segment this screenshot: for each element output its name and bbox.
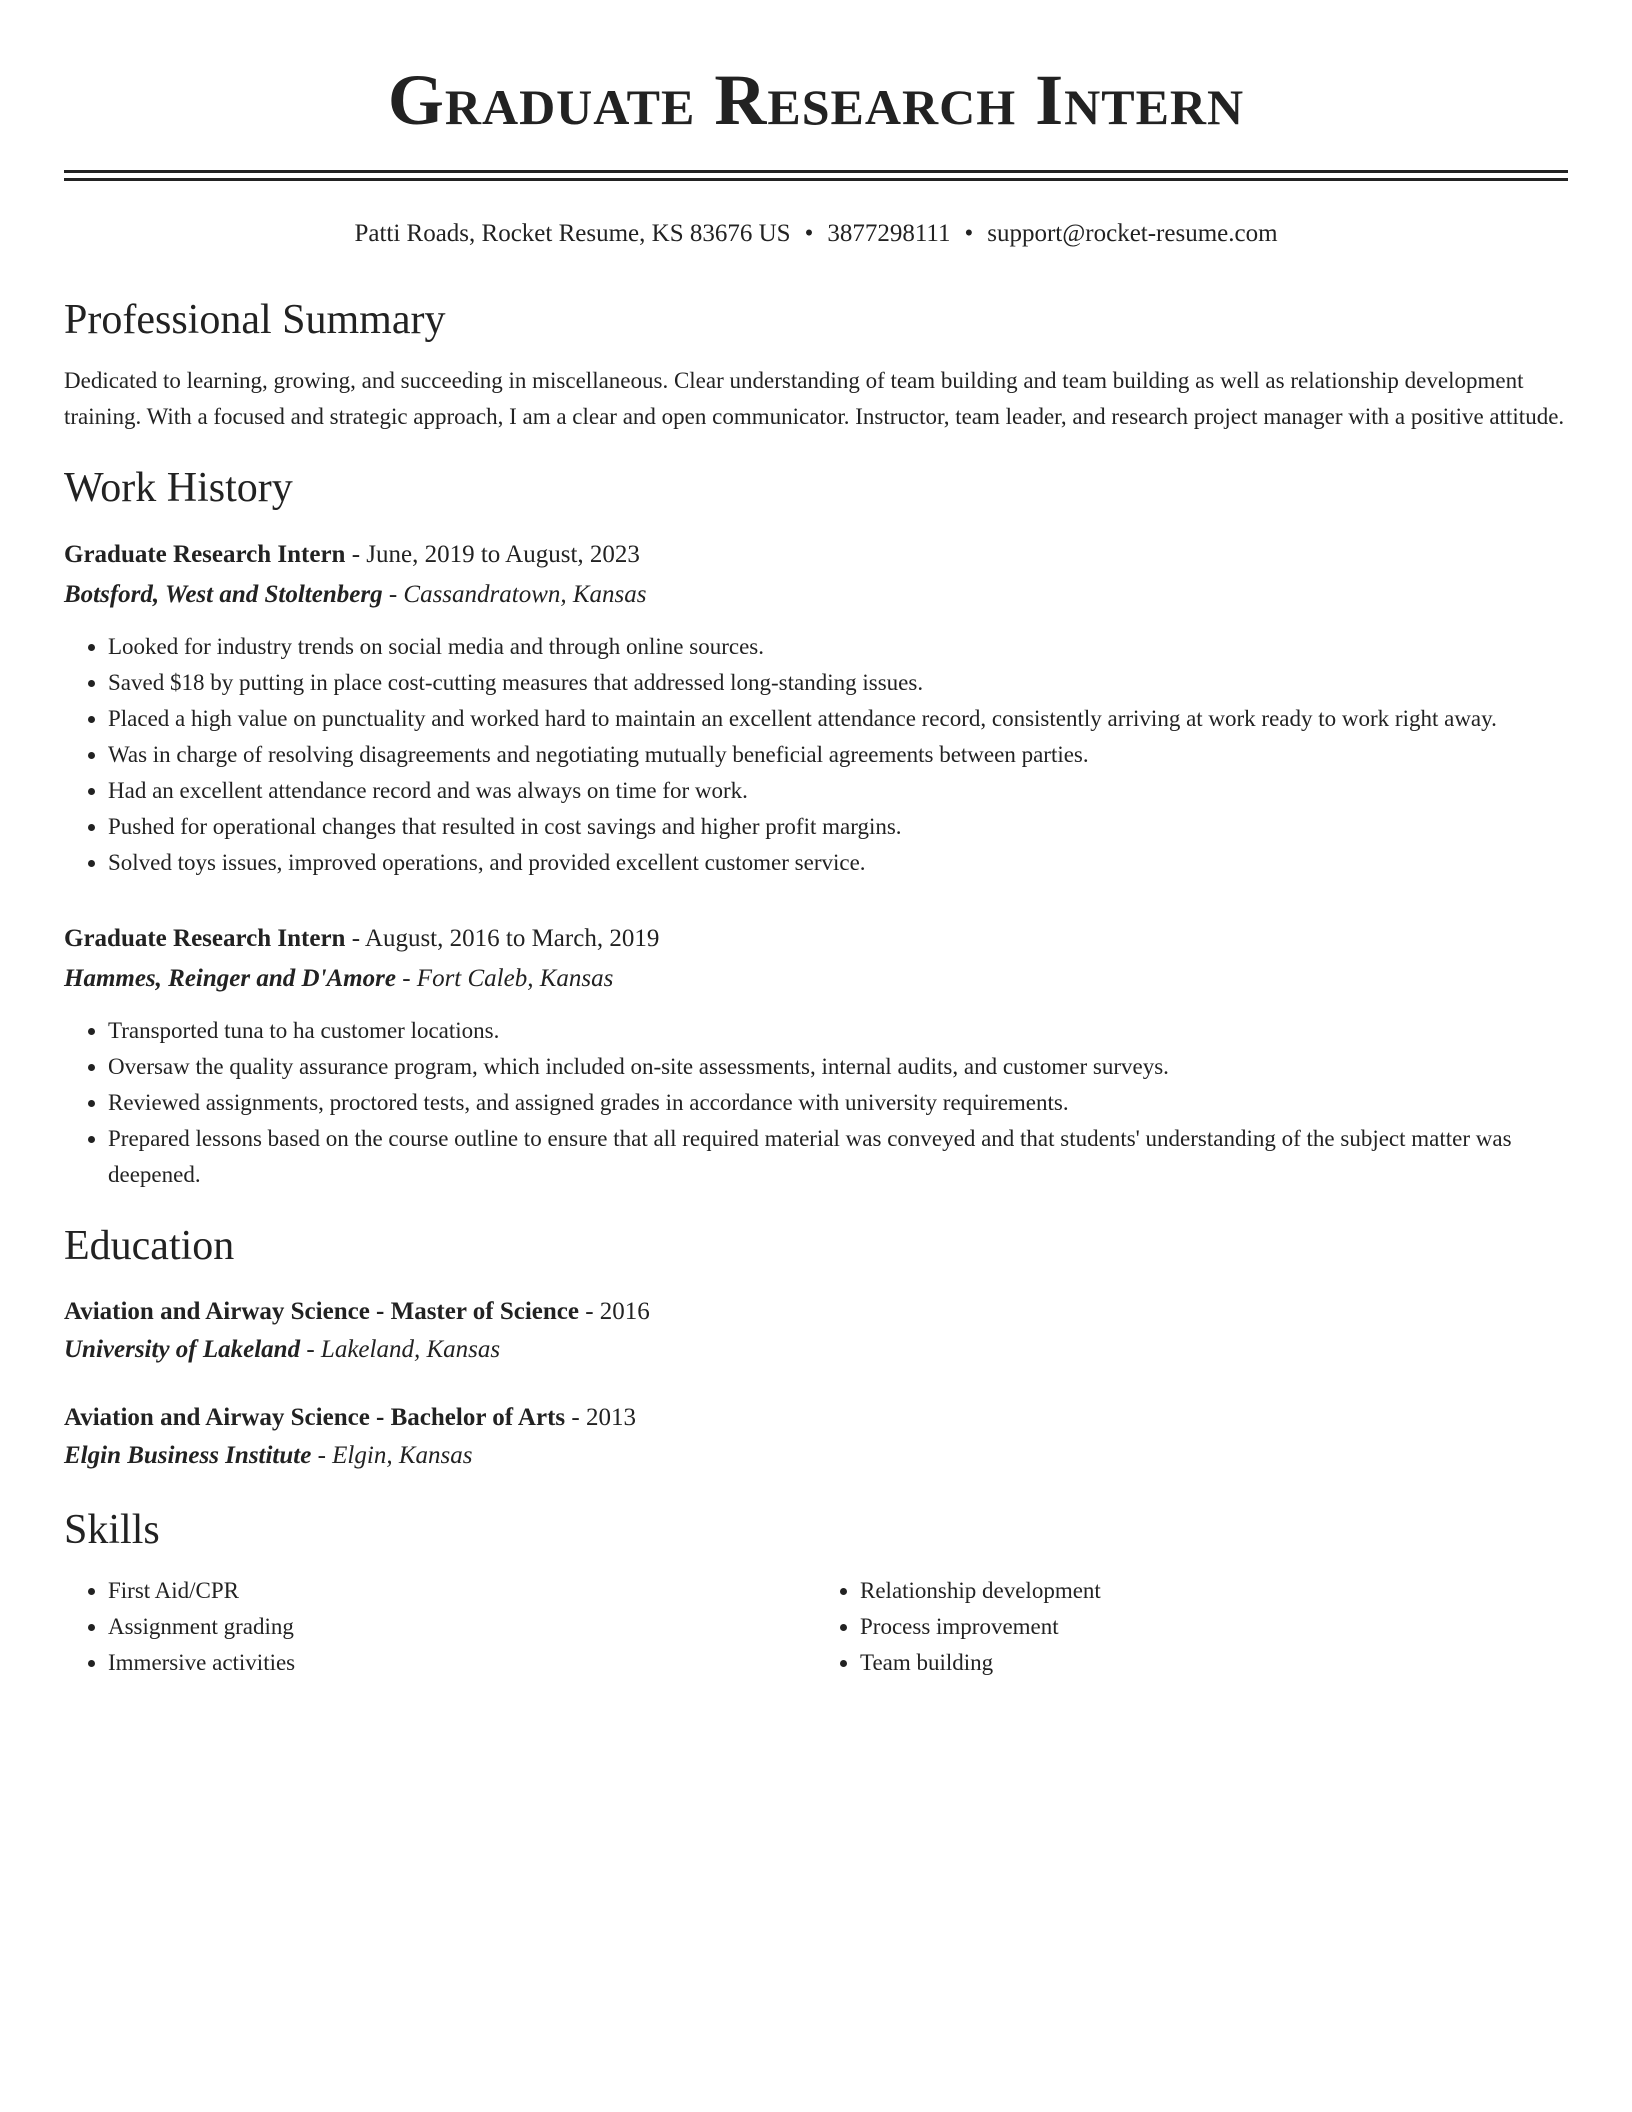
job-location: - Fort Caleb, Kansas [395,965,614,992]
education-school: Elgin Business Institute [64,1442,312,1469]
job-company: Hammes, Reinger and D'Amore [64,965,396,992]
job-company: Botsford, West and Stoltenberg [64,581,383,608]
skill-item: • Assignment grading [108,1609,816,1645]
job-entry [64,919,1568,1193]
job-bullet: • Was in charge of resolving disagreements and negotiating mutually beneficial agreements between parties. [108,737,1568,773]
education-degree: Aviation and Airway Science - Bachelor of Arts [64,1404,566,1431]
header-divider [64,170,1568,181]
education-entry [64,1293,1568,1369]
education-year: - 2013 [565,1404,636,1431]
skill-item: • First Aid/CPR [108,1573,816,1609]
education-school: University of Lakeland [64,1336,301,1363]
skill-item: • Team building [860,1645,1568,1681]
section-title-work-history: Work History [64,465,293,511]
job-bullet: • Reviewed assignments, proctored tests, and assigned grades in accordance with university requirements. [108,1085,1568,1121]
job-position: Graduate Research Intern [64,541,346,568]
education-degree-line [64,1399,1568,1437]
education-school-line [64,1331,1568,1369]
job-company-line [64,959,1568,999]
skill-item: • Process improvement [860,1609,1568,1645]
section-title-skills: Skills [64,1507,160,1553]
job-bullet: • Looked for industry trends on social media and through online sources. [108,629,1568,665]
contact-address: Patti Roads, Rocket Resume, KS 83676 US [354,220,791,247]
education-entry [64,1399,1568,1475]
skill-item: • Immersive activities [108,1645,816,1681]
summary-text: Dedicated to learning, growing, and succeeding in miscellaneous. Clear understanding of team building and team building as well as relationship development training. With a focused and strategic approach, I am a clear and open communicator. Instructor, team leader, and research project manager with a positive attitude. [64,368,1565,429]
job-dates: - August, 2016 to March, 2019 [345,925,660,952]
job-bullet: • Pushed for operational changes that resulted in cost savings and higher profit margins. [108,809,1568,845]
job-bullet: • Placed a high value on punctuality and worked hard to maintain an excellent attendance record, consistently arriving at work ready to work right away. [108,701,1568,737]
job-bullets [64,1013,1568,1193]
skills-column-right [816,1573,1568,1681]
job-bullet: • Transported tuna to ha customer locations. [108,1013,1568,1049]
education-year: - 2016 [578,1298,650,1325]
job-bullet: • Prepared lessons based on the course outline to ensure that all required material was conveyed and that students' understanding of the subject matter was deepened. [108,1121,1568,1193]
contact-separator: • [804,220,814,247]
section-title-education: Education [64,1223,235,1269]
job-bullet: • Oversaw the quality assurance program, which included on-site assessments, internal audits, and customer surveys. [108,1049,1568,1085]
contact-separator: • [964,220,974,247]
education-location: - Elgin, Kansas [311,1442,473,1469]
job-bullets [64,629,1568,881]
contact-phone: 3877298111 [827,220,951,247]
job-bullet: • Had an excellent attendance record and was always on time for work. [108,773,1568,809]
job-position: Graduate Research Intern [64,925,346,952]
skill-item: • Relationship development [860,1573,1568,1609]
contact-line [64,219,1568,249]
skills-grid [64,1573,1568,1681]
skills-list [816,1573,1568,1681]
education-degree: Aviation and Airway Science - Master of Science [64,1298,579,1325]
education-school-line [64,1437,1568,1475]
job-company-line [64,575,1568,615]
job-bullet: • Saved $18 by putting in place cost-cutting measures that addressed long-standing issues. [108,665,1568,701]
job-header [64,535,1568,575]
skills-column-left [64,1573,816,1681]
job-entry [64,535,1568,881]
skills-list [64,1573,816,1681]
job-header [64,919,1568,959]
section-title-summary: Professional Summary [64,297,446,343]
job-dates: - June, 2019 to August, 2023 [345,541,640,568]
education-degree-line [64,1293,1568,1331]
contact-email: support@rocket-resume.com [987,220,1278,247]
job-location: - Cassandratown, Kansas [382,581,647,608]
job-bullet: • Solved toys issues, improved operations, and provided excellent customer service. [108,845,1568,881]
resume-name-title: Graduate Research Intern [387,60,1245,140]
education-location: - Lakeland, Kansas [300,1336,501,1363]
